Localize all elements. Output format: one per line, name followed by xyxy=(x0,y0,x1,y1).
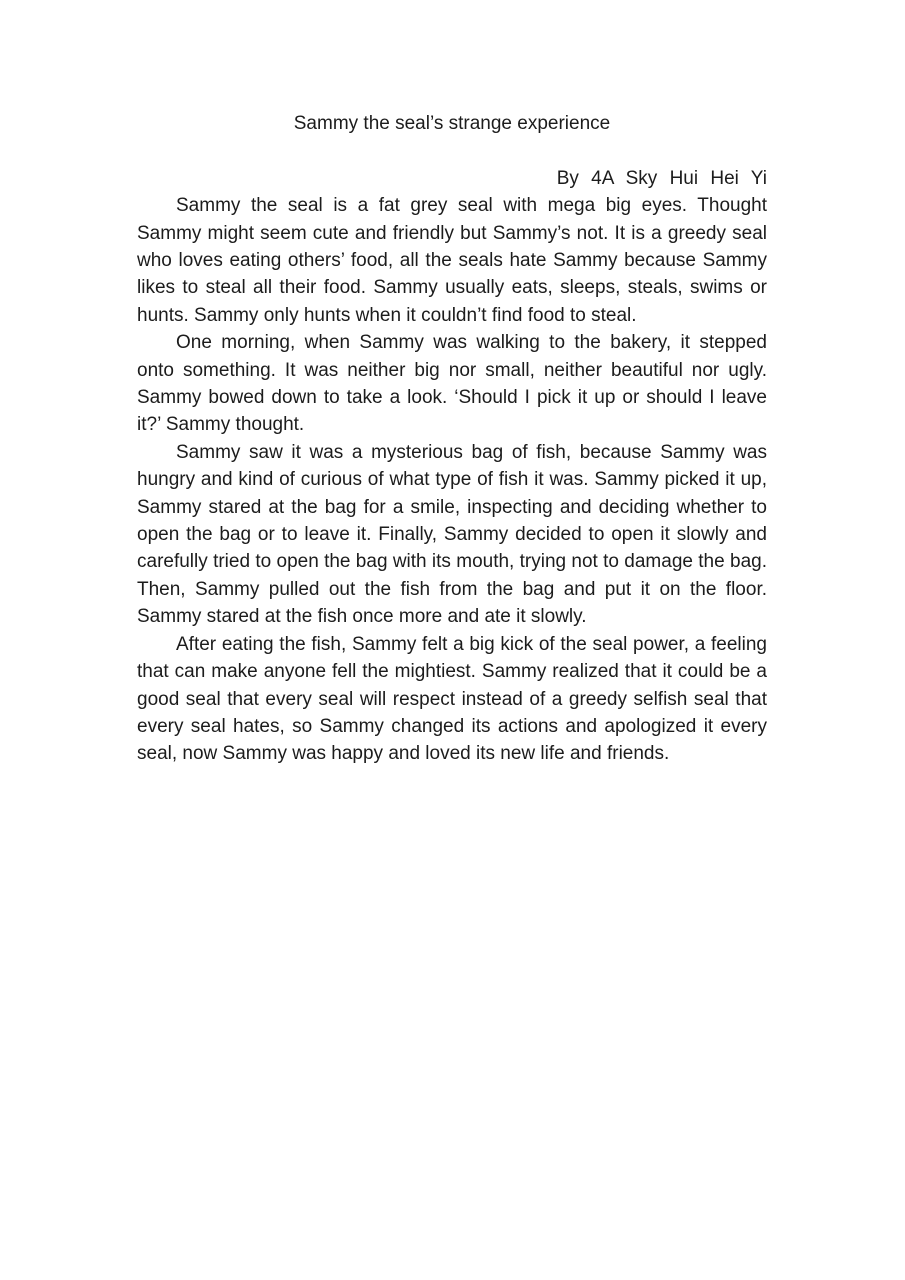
document-body xyxy=(137,192,767,768)
paragraph-1: Sammy the seal is a fat grey seal with mega big eyes. Thought Sammy might seem cute and friendly but Sammy’s not. It is a greedy seal who loves eating others’ food, all the seals hate Sammy because Sammy likes to steal all their food. Sammy usually eats, sleeps, steals, swims or hunts. Sammy only hunts when it couldn’t find food to steal. xyxy=(137,195,767,326)
byline: By 4A Sky Hui Hei Yi xyxy=(556,167,767,189)
paragraph-2: One morning, when Sammy was walking to the bakery, it stepped onto something. It was neither big nor small, neither beautiful nor ugly. Sammy bowed down to take a look. ‘Should I pick it up or should I leave it?’ Sammy thought. xyxy=(137,332,767,436)
document-title: Sammy the seal’s strange experience xyxy=(293,113,611,134)
blank-line xyxy=(137,137,767,164)
paragraph-4: After eating the fish, Sammy felt a big kick of the seal power, a feeling that can make anyone fell the mightiest. Sammy realized that it could be a good seal that every seal will respect instead of a greedy selfish seal that every seal hates, so Sammy changed its actions and apologized it every seal, now Sammy was happy and loved its new life and friends. xyxy=(137,633,767,765)
paragraph-3: Sammy saw it was a mysterious bag of fish, because Sammy was hungry and kind of curious of what type of fish it was. Sammy picked it up, Sammy stared at the bag for a smile, inspecting and deciding whether to open the bag or to leave it. Finally, Sammy decided to open it slowly and carefully tried to open the bag with its mouth, trying not to damage the bag. Then, Sammy pulled out the fish from the bag and put it on the floor. Sammy stared at the fish once more and ate it slowly. xyxy=(137,441,767,628)
